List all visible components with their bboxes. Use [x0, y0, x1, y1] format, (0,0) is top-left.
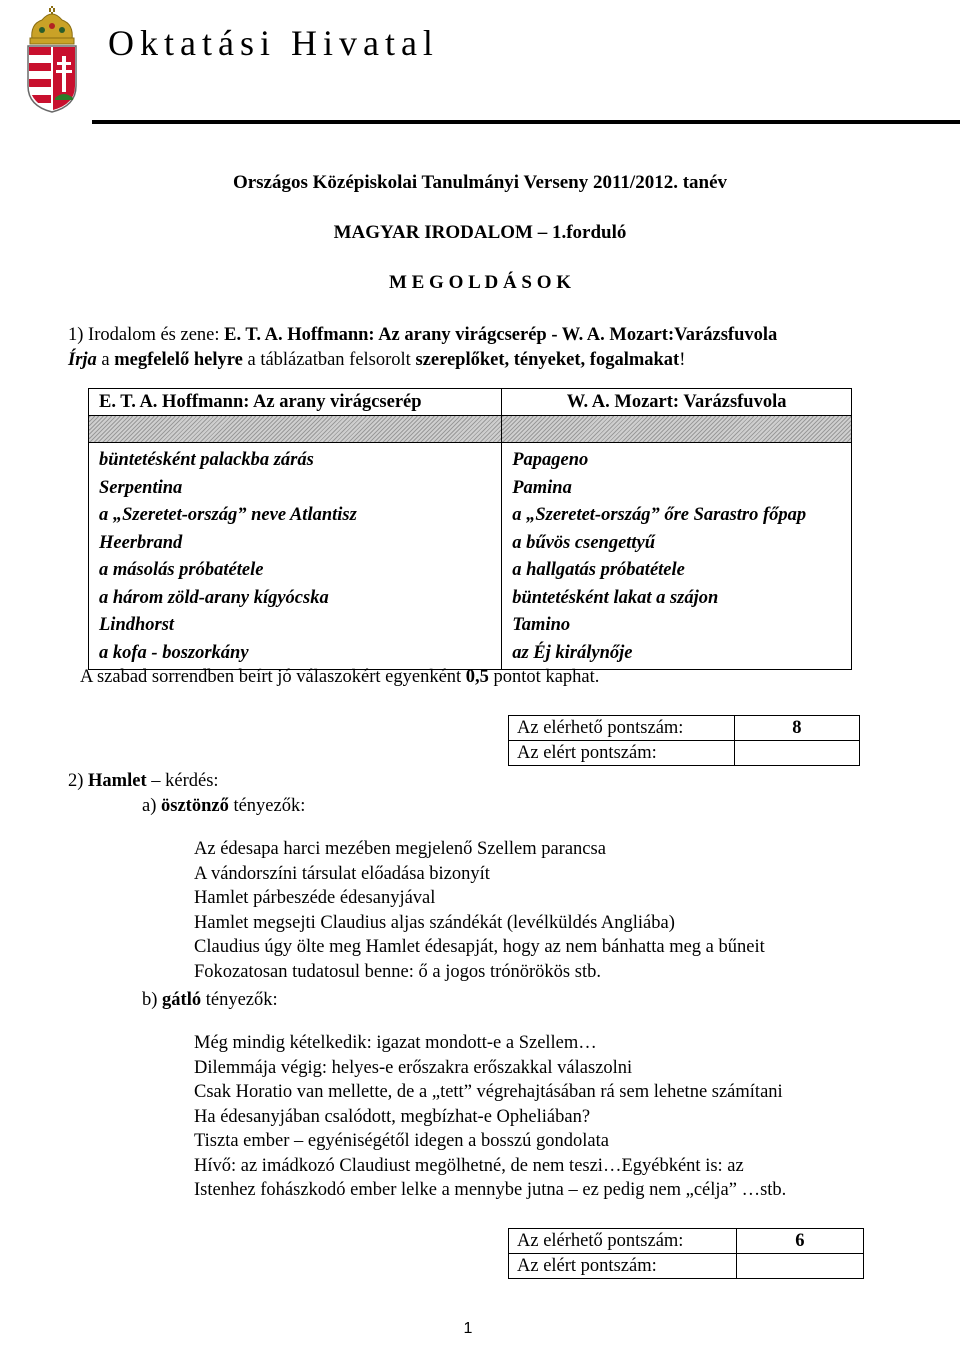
- list-item: Claudius úgy ölte meg Hamlet édesapját, hogy az nem bánhatta meg a bűneit: [194, 937, 765, 957]
- list-item: a három zöld-arany kígyócska: [99, 587, 329, 608]
- list-item: a „Szeretet-ország” őre Sarastro főpap: [512, 505, 807, 525]
- competition-title: Országos Középiskolai Tanulmányi Verseny 2011/2012. tanév: [232, 172, 728, 193]
- col2-list: [502, 443, 852, 670]
- task1-table: [88, 388, 852, 670]
- header-divider: [92, 120, 960, 124]
- list-item: Heerbrand: [99, 532, 183, 553]
- list-item: Tamino: [512, 615, 571, 635]
- list-item: Tiszta ember – egyéniségétől idegen a bosszú gondolata: [194, 1131, 609, 1151]
- page-number: 1: [463, 1320, 473, 1337]
- list-item: Az édesapa harci mezében megjelenő Szellem parancsa: [194, 839, 606, 859]
- list-item: A vándorszíni társulat előadása bizonyít: [194, 863, 490, 884]
- list-item: Dilemmája végig: helyes-e erőszakra erőszakkal válaszolni: [194, 1057, 633, 1078]
- task2-score-table: [508, 1228, 864, 1279]
- achieved-score-value[interactable]: [734, 741, 859, 766]
- task2-heading: 2) Hamlet – kérdés:: [68, 771, 219, 791]
- task2a-heading: a) ösztönző tényezők:: [142, 796, 306, 816]
- list-item: Istenhez fohászkodó ember lelke a mennybe jutna – ez pedig nem „célja” …stb.: [194, 1180, 787, 1200]
- list-item: a „Szeretet-ország” neve Atlantisz: [99, 505, 357, 525]
- list-item: Hamlet párbeszéde édesanyjával: [194, 888, 436, 908]
- coat-of-arms-logo: [22, 6, 82, 114]
- max-score-value: 8: [734, 716, 859, 741]
- list-item: büntetésként lakat a szájon: [512, 587, 719, 608]
- hatched-cell: [502, 416, 852, 443]
- subject-title: MAGYAR IRODALOM – 1.forduló: [333, 222, 627, 243]
- list-item: Lindhorst: [99, 615, 175, 635]
- list-item: a másolás próbatétele: [99, 560, 264, 580]
- achieved-score-label: Az elért pontszám:: [509, 741, 735, 766]
- task1-heading: 1) Irodalom és zene: E. T. A. Hoffmann: Az arany virágcserép - W. A. Mozart:Varázsfuvola: [68, 325, 778, 345]
- col2-header: W. A. Mozart: Varázsfuvola: [502, 389, 852, 416]
- task2b-heading: b) gátló tényezők:: [142, 990, 278, 1010]
- list-item: Papageno: [512, 450, 589, 470]
- list-item: a hallgatás próbatétele: [512, 560, 685, 580]
- list-item: büntetésként palackba zárás: [99, 450, 314, 470]
- list-item: Pamina: [512, 477, 572, 498]
- task1-score-table: [508, 715, 860, 766]
- office-name: Oktatási Hivatal: [108, 23, 439, 63]
- list-item: a bűvös csengettyű: [512, 532, 656, 553]
- task2b-list: [194, 1031, 786, 1203]
- list-item: az Éj királynője: [512, 642, 633, 663]
- list-item: Még mindig kételkedik: igazat mondott-e a Szellem…: [194, 1033, 597, 1053]
- scoring-note: A szabad sorrendben beírt jó válaszokért egyenként 0,5 pontot kaphat.: [80, 667, 600, 687]
- list-item: a kofa - boszorkány: [99, 642, 249, 663]
- max-score-label: Az elérhető pontszám:: [509, 1229, 737, 1254]
- list-item: Fokozatosan tudatosul benne: ő a jogos trónörökös stb.: [194, 961, 601, 982]
- col1-header: E. T. A. Hoffmann: Az arany virágcserép: [89, 389, 502, 416]
- list-item: Csak Horatio van mellette, de a „tett” végrehajtásában rá sem lehetne számítani: [194, 1082, 783, 1102]
- list-item: Hamlet megsejti Claudius aljas szándékát (levélküldés Angliába): [194, 912, 675, 933]
- achieved-score-value[interactable]: [736, 1254, 863, 1279]
- task2a-list: [194, 837, 765, 984]
- col1-list: [89, 443, 502, 670]
- hatched-cell: [89, 416, 502, 443]
- max-score-value: 6: [736, 1229, 863, 1254]
- list-item: Hívő: az imádkozó Claudiust megölhetné, de nem teszi…Egyébként is: az: [194, 1155, 744, 1176]
- list-item: Serpentina: [99, 477, 183, 498]
- achieved-score-label: Az elért pontszám:: [509, 1254, 737, 1279]
- list-item: Ha édesanyjában csalódott, megbízhat-e Opheliában?: [194, 1106, 591, 1127]
- solutions-title: M E G O L D Á S O K: [388, 272, 572, 293]
- task1-instruction: Írja a megfelelő helyre a táblázatban felsorolt szereplőket, tényeket, fogalmakat!: [68, 350, 686, 370]
- max-score-label: Az elérhető pontszám:: [509, 716, 735, 741]
